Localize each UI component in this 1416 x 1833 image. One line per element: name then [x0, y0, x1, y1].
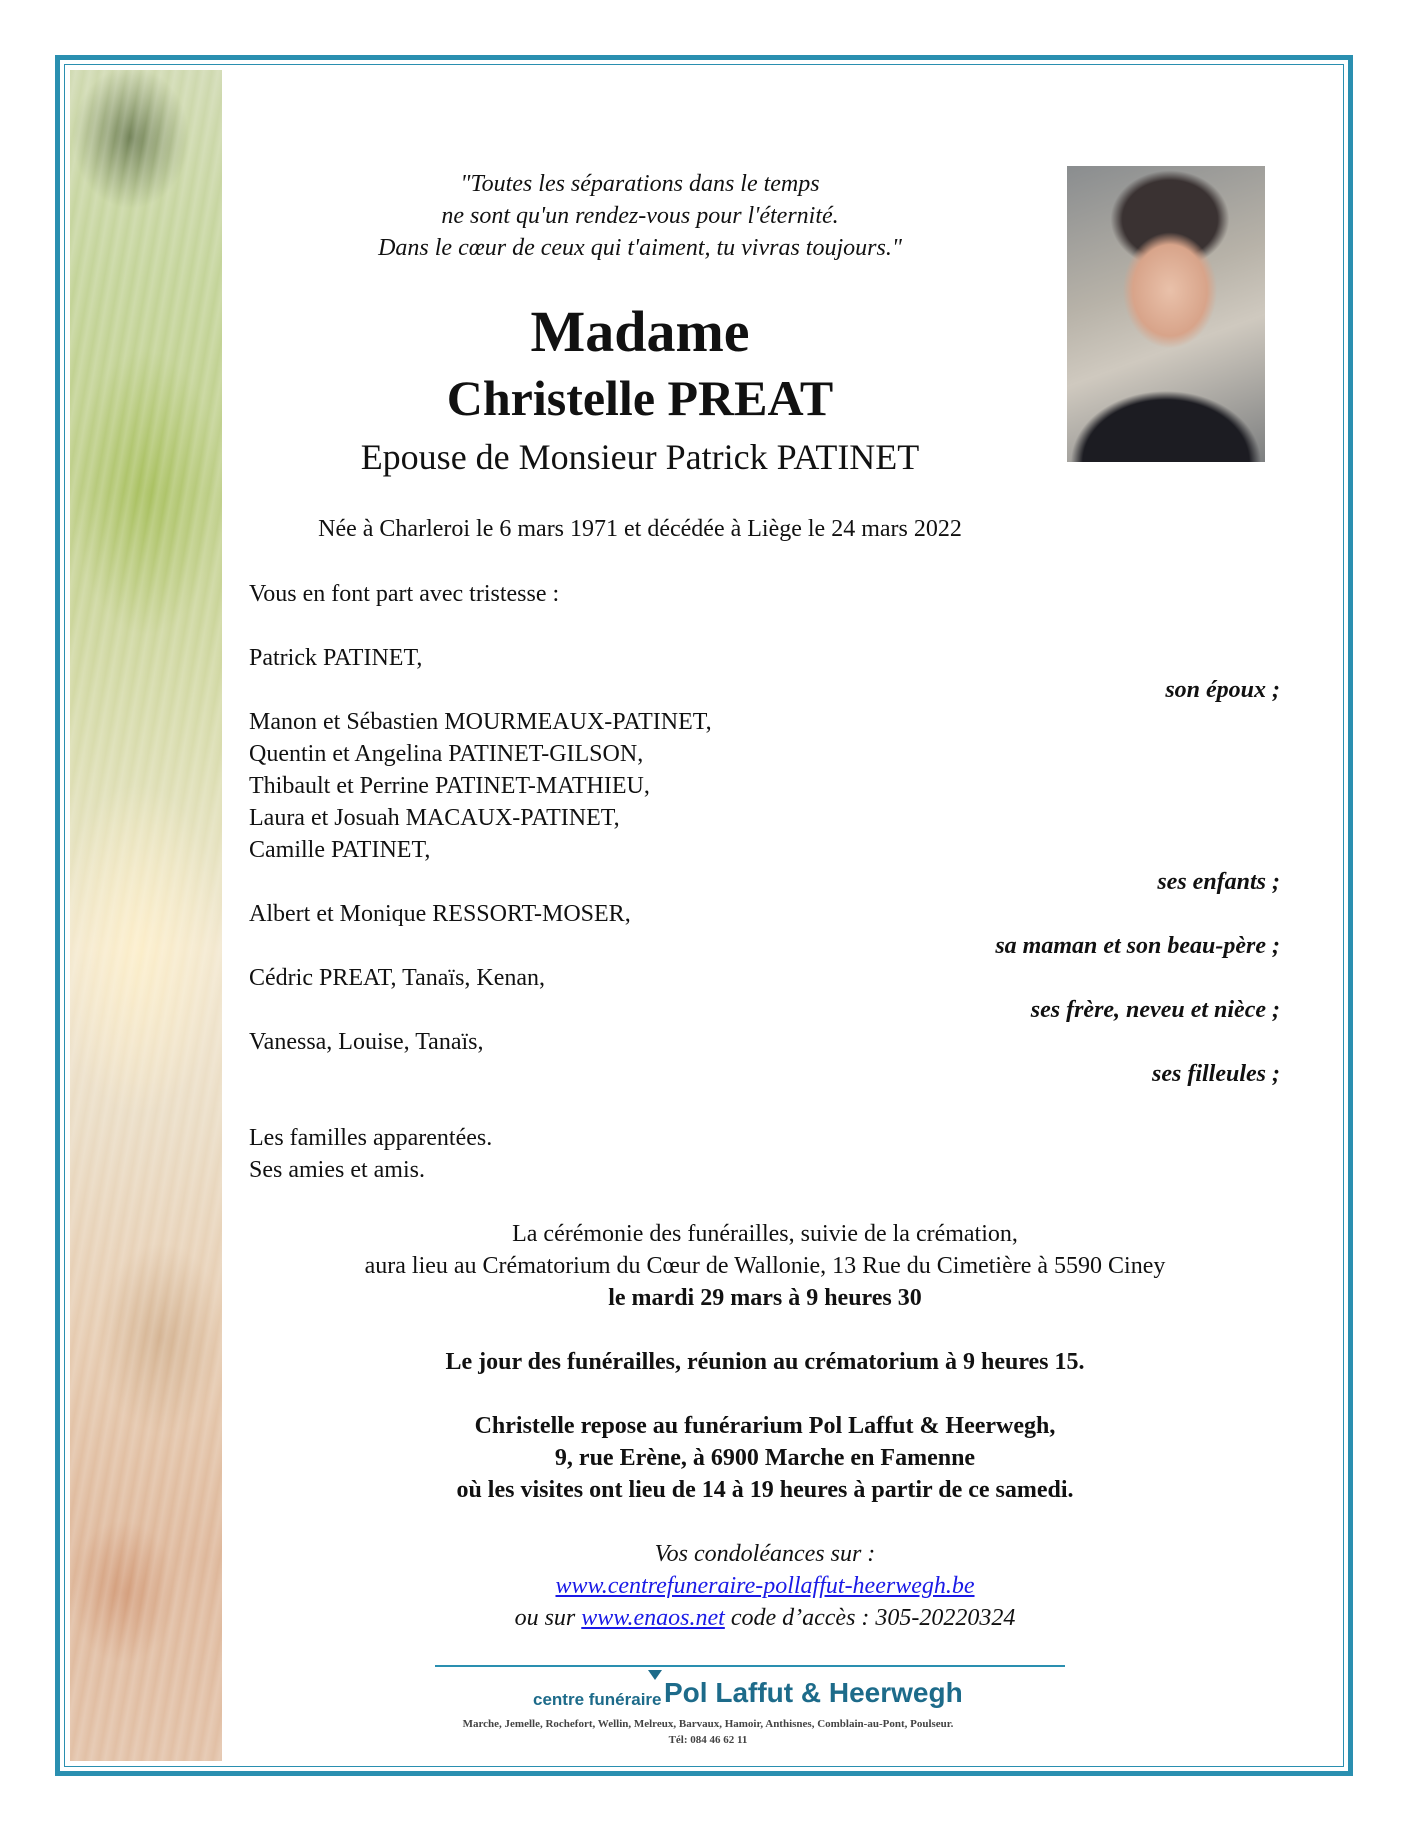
logo-triangle-icon	[648, 1670, 662, 1680]
repose-line-3: où les visites ont lieu de 14 à 19 heures à partir de ce samedi.	[456, 1477, 1074, 1503]
family-extended-1: Les familles apparentées.	[249, 1125, 493, 1151]
condolences-link-2[interactable]: www.enaos.net	[581, 1605, 725, 1631]
condolences-link-1[interactable]: www.centrefuneraire-pollaffut-heerwegh.be	[555, 1573, 975, 1599]
family-siblings-role: ses frère, neveu et nièce ;	[1030, 997, 1280, 1023]
deceased-name: Christelle PREAT	[446, 370, 834, 426]
family-child: Manon et Sébastien MOURMEAUX-PATINET,	[249, 709, 712, 735]
condolences-label: Vos condoléances sur :	[654, 1541, 876, 1567]
family-siblings: Cédric PREAT, Tanaïs, Kenan,	[249, 965, 546, 991]
repose-line-2: 9, rue Erène, à 6900 Marche en Famenne	[554, 1445, 976, 1471]
ceremony-date: le mardi 29 mars à 9 heures 30	[608, 1285, 922, 1311]
ceremony-meeting: Le jour des funérailles, réunion au crématorium à 9 heures 15.	[445, 1349, 1085, 1375]
family-godchildren-role: ses filleules ;	[1152, 1061, 1280, 1087]
forest-path-image	[70, 70, 222, 1761]
quote-line-3: Dans le cœur de ceux qui t'aiment, tu vivras toujours."	[378, 235, 902, 261]
logo-divider	[435, 1665, 1065, 1667]
deceased-spouse: Epouse de Monsieur Patrick PATINET	[360, 437, 920, 477]
condolences-code: code d’accès : 305-20220324	[730, 1605, 1016, 1631]
family-child: Thibault et Perrine PATINET-MATHIEU,	[249, 773, 650, 799]
condolences-or-prefix: ou sur	[514, 1605, 576, 1631]
logo-towns: Marche, Jemelle, Rochefort, Wellin, Melreux, Barvaux, Hamoir, Anthisnes, Comblain-au-Pont, Poulseur.	[462, 1718, 954, 1730]
logo-name: Pol Laffut & Heerwegh	[664, 1677, 963, 1708]
repose-line-1: Christelle repose au funérarium Pol Laffut & Heerwegh,	[474, 1413, 1056, 1439]
family-child: Laura et Josuah MACAUX-PATINET,	[249, 805, 620, 831]
family-parents-role: sa maman et son beau-père ;	[995, 933, 1280, 959]
condolences-url-line	[250, 1570, 1280, 1602]
logo-telephone: Tél: 084 46 62 11	[668, 1734, 748, 1746]
quote-line-2: ne sont qu'un rendez-vous pour l'éternité.	[441, 203, 839, 229]
portrait-photo	[1067, 166, 1265, 462]
quote-line-1: "Toutes les séparations dans le temps	[460, 171, 820, 197]
deceased-dates: Née à Charleroi le 6 mars 1971 et décédée à Liège le 24 mars 2022	[318, 516, 962, 542]
intro-text: Vous en font part avec tristesse :	[249, 581, 560, 607]
family-extended-2: Ses amies et amis.	[249, 1157, 425, 1183]
family-children-role: ses enfants ;	[1157, 869, 1280, 895]
family-godchildren: Vanessa, Louise, Tanaïs,	[249, 1029, 484, 1055]
ceremony-line-1: La cérémonie des funérailles, suivie de la crémation,	[512, 1221, 1018, 1247]
deceased-title: Madame	[530, 299, 750, 364]
condolences-alt-line	[250, 1602, 1280, 1634]
family-child: Camille PATINET,	[249, 837, 431, 863]
family-parents: Albert et Monique RESSORT-MOSER,	[249, 901, 631, 927]
logo-prefix: centre funéraire	[533, 1690, 662, 1709]
family-spouse-name: Patrick PATINET,	[249, 645, 423, 671]
ceremony-line-2: aura lieu au Crématorium du Cœur de Wallonie, 13 Rue du Cimetière à 5590 Ciney	[364, 1253, 1166, 1279]
family-spouse-role: son époux ;	[1165, 677, 1280, 703]
family-child: Quentin et Angelina PATINET-GILSON,	[249, 741, 644, 767]
